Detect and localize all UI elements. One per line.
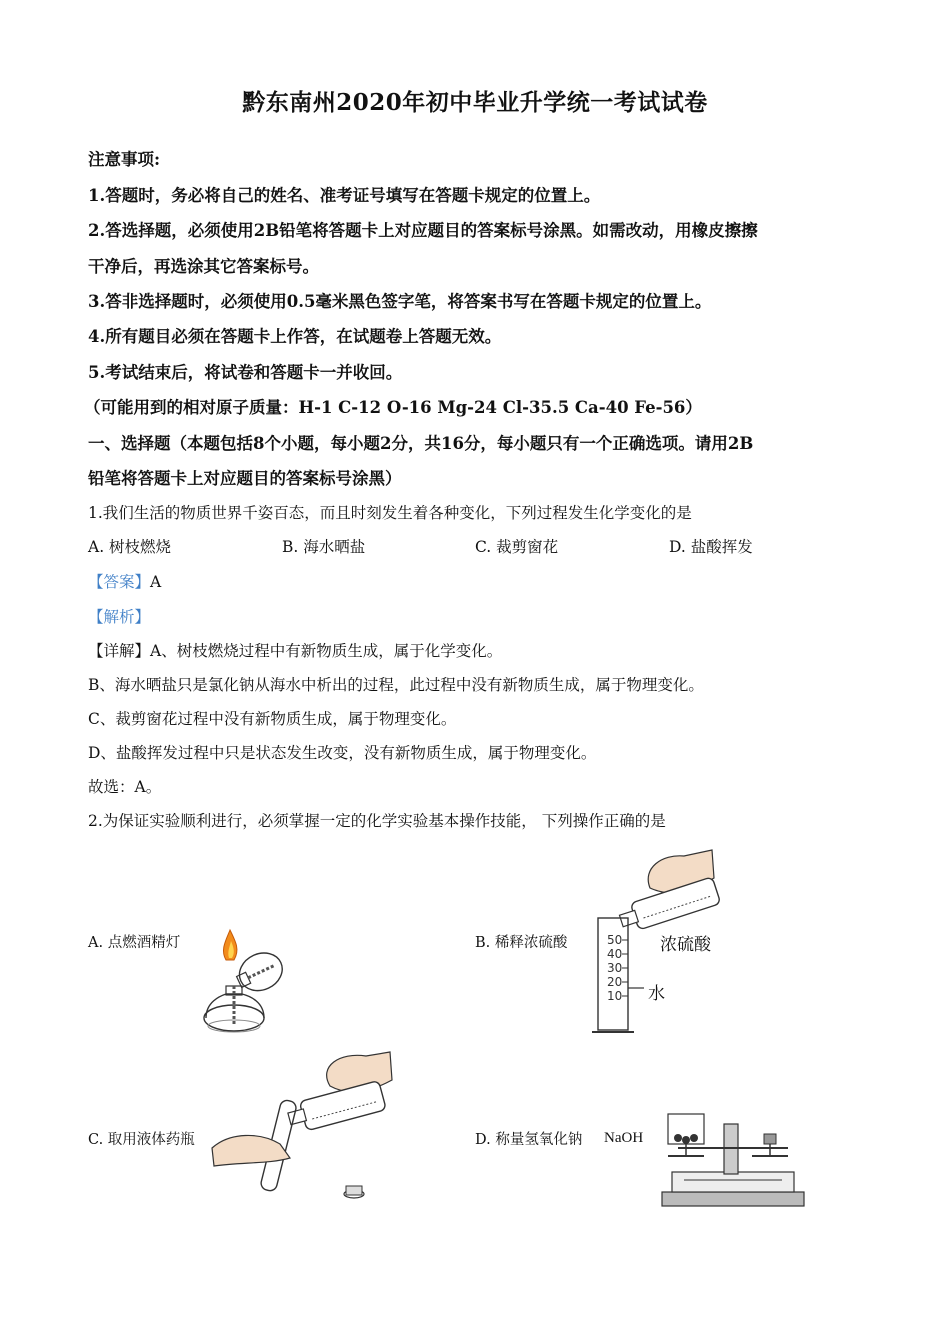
cylinder-tick-20: 20 <box>607 975 623 989</box>
cylinder-tick-50: 50 <box>607 933 623 947</box>
answer-value: A <box>150 573 162 591</box>
section-heading-line-2: 铅笔将答题卡上对应题目的答案标号涂黑） <box>88 469 402 488</box>
question-2-option-b: B. 稀释浓硫酸 <box>475 935 568 951</box>
concentrated-acid-label: 浓硫酸 <box>660 935 711 955</box>
answer-line <box>88 570 161 592</box>
question-1-option-b: B. 海水晒盐 <box>282 538 366 556</box>
cylinder-tick-40: 40 <box>607 947 623 961</box>
question-2-option-c: C. 取用液体药瓶 <box>88 1132 195 1148</box>
notice-item-3: 3.答非选择题时，必须使用0.5毫米黑色签字笔，将答案书写在答题卡规定的位置上。 <box>88 292 712 311</box>
detail-b: B、海水晒盐只是氯化钠从海水中析出的过程，此过程中没有新物质生成，属于物理变化。 <box>88 676 704 694</box>
question-1-options <box>88 535 888 559</box>
question-1-option-d: D. 盐酸挥发 <box>669 538 753 556</box>
question-2-stem: 2.为保证实验顺利进行，必须掌握一定的化学实验基本操作技能， 下列操作正确的是 <box>88 812 666 830</box>
question-2-option-d: D. 称量氢氧化钠 <box>475 1132 583 1148</box>
balance-figure <box>658 1100 808 1210</box>
cylinder-tick-30: 30 <box>607 961 623 975</box>
detail-line-a <box>88 639 502 661</box>
detail-c: C、裁剪窗花过程中没有新物质生成，属于物理变化。 <box>88 710 457 728</box>
notice-item-5: 5.考试结束后，将试卷和答题卡一并收回。 <box>88 363 403 382</box>
question-1-option-a: A. 树枝燃烧 <box>88 538 172 556</box>
question-1-stem: 1.我们生活的物质世界千姿百态，而且时刻发生着各种变化，下列过程发生化学变化的是 <box>88 504 692 522</box>
answer-tag: 【答案】 <box>88 573 151 591</box>
notice-heading: 注意事项: <box>88 150 161 169</box>
notice-item-2-line-1: 2.答选择题，必须使用2B铅笔将答题卡上对应题目的答案标号涂黑。如需改动，用橡皮擦擦 <box>88 221 758 240</box>
water-label: 水 <box>648 984 665 1004</box>
question-2-option-a: A. 点燃酒精灯 <box>88 935 181 951</box>
notice-item-4: 4.所有题目必须在答题卡上作答，在试题卷上答题无效。 <box>88 327 502 346</box>
page-title: 黔东南州2020年初中毕业升学统一考试试卷 <box>242 89 708 116</box>
naoh-label: NaOH <box>604 1130 644 1146</box>
detail-tag: 【详解】 <box>88 642 151 660</box>
analysis-tag: 【解析】 <box>88 608 151 626</box>
notice-item-1: 1.答题时，务必将自己的姓名、准考证号填写在答题卡规定的位置上。 <box>88 186 601 205</box>
section-heading-line-1: 一、选择题（本题包括8个小题，每小题2分，共16分，每小题只有一个正确选项。请用2B <box>88 434 754 453</box>
question-1-option-c: C. 裁剪窗花 <box>475 538 559 556</box>
cylinder-tick-10: 10 <box>607 989 623 1003</box>
notice-item-2-line-2: 干净后，再选涂其它答案标号。 <box>88 257 319 276</box>
detail-d: D、盐酸挥发过程中只是状态发生改变，没有新物质生成，属于物理变化。 <box>88 744 597 762</box>
conclusion: 故选：A。 <box>88 778 162 796</box>
alcohol-lamp-figure <box>192 928 292 1036</box>
atomic-mass-note: （可能用到的相对原子质量：H-1 C-12 O-16 Mg-24 Cl-35.5 Ca-40 Fe-56） <box>84 398 702 417</box>
cylinder-scale <box>607 933 622 1003</box>
detail-a: A、树枝燃烧过程中有新物质生成，属于化学变化。 <box>150 642 503 660</box>
liquid-transfer-figure <box>210 1048 400 1208</box>
